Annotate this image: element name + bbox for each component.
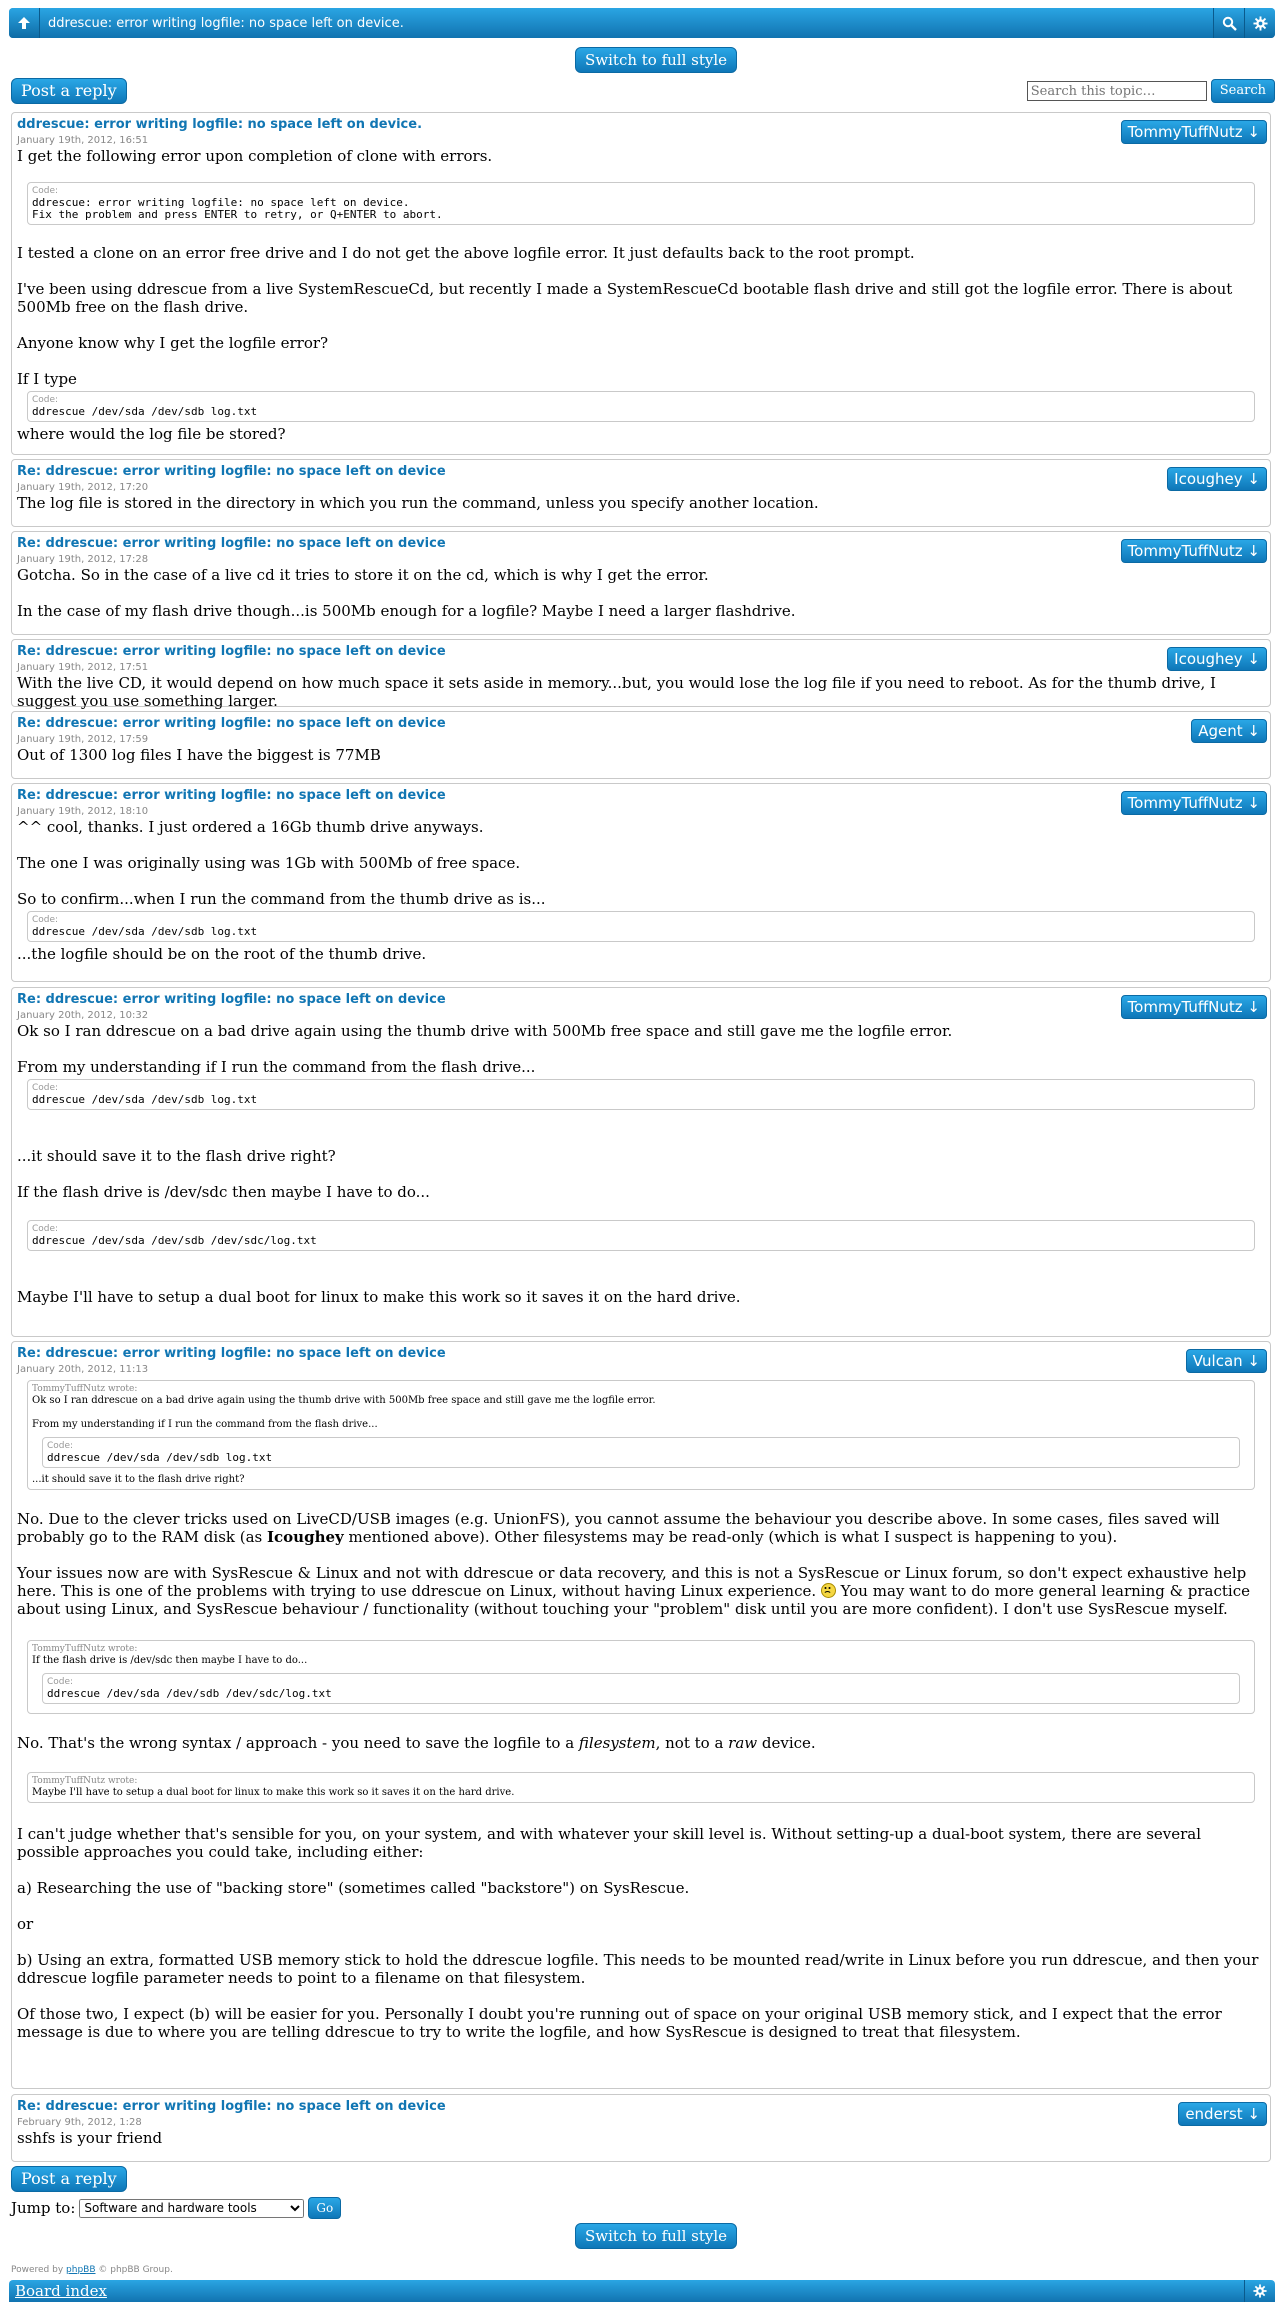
bottom-bar	[9, 2280, 1275, 2302]
gear-icon[interactable]	[1244, 8, 1275, 38]
switch-full-style-button[interactable]: Switch to full style	[575, 47, 737, 73]
topic-title: ddrescue: error writing logfile: no space left on device.	[48, 15, 404, 31]
post-text: Maybe I'll have to setup a dual boot for linux to make this work so it saves it on the hard drive.	[17, 1288, 741, 1306]
post	[11, 459, 1271, 527]
author-button[interactable]: Vulcan ↓	[1186, 1349, 1267, 1373]
post-text: I get the following error upon completion of clone with errors.	[17, 147, 493, 165]
post-date: January 20th, 2012, 11:13	[17, 1364, 149, 1375]
phpbb-link[interactable]: phpBB	[66, 2265, 96, 2275]
post-text: Of those two, I expect (b) will be easier for you. Personally I doubt you're running out of space on your original USB memory stick, and I expect that the error message is due to where you are telling ddrescue to try to write the logfile, and how SysRescue is designed to treat that filesystem.	[17, 2005, 1222, 2041]
post-text: ...the logfile should be on the root of the thumb drive.	[17, 945, 427, 963]
post-date: February 9th, 2012, 1:28	[17, 2117, 142, 2128]
post-text: or	[17, 1915, 34, 1933]
author-button[interactable]: enderst ↓	[1178, 2102, 1267, 2126]
post-date: January 19th, 2012, 17:51	[17, 662, 149, 673]
author-button[interactable]: TommyTuffNutz ↓	[1121, 120, 1267, 144]
code-label: Code:	[47, 1441, 74, 1451]
post	[11, 639, 1271, 710]
quote-text: If the flash drive is /dev/sdc then maybe I have to do...	[32, 1655, 308, 1666]
post-text: b) Using an extra, formatted USB memory stick to hold the ddrescue logfile. This needs to be mounted read/write in Linux before you run ddrescue, and then your ddrescue logfile parameter needs to point to a filename on that filesystem.	[17, 1951, 1259, 1987]
quote-text: From my understanding if I run the command from the flash drive...	[32, 1419, 378, 1430]
code-label: Code:	[32, 395, 59, 405]
post-text: I can't judge whether that's sensible for you, on your system, and with whatever your skill level is. Without setting-up a dual-boot system, there are several possible approaches you could take, including either:	[17, 1825, 1202, 1861]
author-button[interactable]: Agent ↓	[1191, 719, 1267, 743]
quote-text: ...it should save it to the flash drive right?	[32, 1474, 245, 1485]
post-text: Ok so I ran ddrescue on a bad drive again using the thumb drive with 500Mb free space and still gave me the logfile error.	[17, 1022, 953, 1040]
post-title[interactable]: Re: ddrescue: error writing logfile: no space left on device	[17, 464, 446, 479]
post	[11, 783, 1271, 982]
code-block	[27, 391, 1255, 422]
search-icon[interactable]	[1213, 8, 1244, 38]
code-label: Code:	[47, 1677, 74, 1687]
code-label: Code:	[32, 1224, 59, 1234]
post-text: Anyone know why I get the logfile error?	[17, 334, 329, 352]
quote-block	[27, 1640, 1255, 1714]
code-text: ddrescue /dev/sda /dev/sdb log.txt	[47, 1451, 273, 1464]
forum-select[interactable]	[79, 2199, 304, 2218]
post-text: I tested a clone on an error free drive and I do not get the above logfile error. It just defaults back to the root prompt.	[17, 244, 915, 262]
quote-block	[27, 1772, 1255, 1803]
post-text: With the live CD, it would depend on how much space it sets aside in memory...but, you would lose the log file if you need to reboot. As for the thumb drive, I suggest you use something larger.	[17, 674, 1216, 710]
author-button[interactable]: Icoughey ↓	[1167, 647, 1267, 671]
post-date: January 19th, 2012, 18:10	[17, 806, 149, 817]
arrow-up-icon[interactable]	[9, 8, 40, 38]
search-input[interactable]	[1027, 81, 1207, 101]
post-text: In the case of my flash drive though...is 500Mb enough for a logfile? Maybe I need a larger flashdrive.	[17, 602, 796, 620]
post-reply-button[interactable]: Post a reply	[11, 2166, 127, 2192]
post-text: Gotcha. So in the case of a live cd it tries to store it on the cd, which is why I get the error.	[17, 566, 709, 584]
post-text: No. That's the wrong syntax / approach - you need to save the logfile to a filesystem, not to a raw device.	[17, 1734, 816, 1752]
code-text: ddrescue /dev/sda /dev/sdb log.txt	[32, 405, 258, 418]
post-text: So to confirm...when I run the command from the thumb drive as is...	[17, 890, 546, 908]
powered-by: Powered by phpBB © phpBB Group.	[11, 2265, 173, 2275]
code-text: ddrescue /dev/sda /dev/sdb /dev/sdc/log.txt	[47, 1687, 332, 1700]
post-title[interactable]: Re: ddrescue: error writing logfile: no space left on device	[17, 644, 446, 659]
code-label: Code:	[32, 186, 59, 196]
post-text: If I type	[17, 370, 77, 388]
top-bar	[9, 8, 1275, 38]
worried-smiley-icon	[821, 1583, 836, 1598]
author-button[interactable]: TommyTuffNutz ↓	[1121, 791, 1267, 815]
post	[11, 711, 1271, 779]
post-text: The log file is stored in the directory in which you run the command, unless you specify another location.	[17, 494, 819, 512]
post-text: Your issues now are with SysRescue & Linux and not with ddrescue or data recovery, and this is not a SysRescue or Linux forum, so don't expect exhaustive help here. This is one of the problems with trying to use ddrescue on Linux, without having Linux experience. You may want to do more general learning & practice about using Linux, and SysRescue behaviour / functionality (without touching your "problem" disk until you are more confident). I don't use SysRescue myself.	[17, 1564, 1250, 1618]
post-text: a) Researching the use of "backing store" (sometimes called "backstore") on SysRescue.	[17, 1879, 690, 1897]
quote-text: Ok so I ran ddrescue on a bad drive again using the thumb drive with 500Mb free space and still gave me the logfile error.	[32, 1395, 656, 1406]
quote-author: TommyTuffNutz wrote:	[32, 1644, 138, 1654]
quote-text: Maybe I'll have to setup a dual boot for linux to make this work so it saves it on the hard drive.	[32, 1787, 515, 1798]
post-text: No. Due to the clever tricks used on LiveCD/USB images (e.g. UnionFS), you cannot assume the behaviour you describe above. In some cases, files saved will probably go to the RAM disk (as Icoughey mentioned above). Other filesystems may be read-only (which is what I suspect is happening to you).	[17, 1510, 1220, 1546]
author-button[interactable]: TommyTuffNutz ↓	[1121, 539, 1267, 563]
post	[11, 2094, 1271, 2162]
post	[11, 531, 1271, 635]
post-title[interactable]: Re: ddrescue: error writing logfile: no space left on device	[17, 536, 446, 551]
code-label: Code:	[32, 915, 59, 925]
post-title[interactable]: Re: ddrescue: error writing logfile: no space left on device	[17, 2099, 446, 2114]
code-block	[42, 1437, 1240, 1468]
post-date: January 19th, 2012, 16:51	[17, 135, 149, 146]
jump-label: Jump to:	[11, 2199, 76, 2217]
code-block	[27, 1220, 1255, 1251]
post	[11, 987, 1271, 1337]
post-title[interactable]: ddrescue: error writing logfile: no space left on device.	[17, 117, 423, 132]
code-text: ddrescue: error writing logfile: no space left on device. Fix the problem and press ENTER to retry, or Q+ENTER to abort.	[32, 196, 443, 221]
code-text: ddrescue /dev/sda /dev/sdb log.txt	[32, 1093, 258, 1106]
username-mention: Icoughey	[267, 1528, 344, 1546]
quote-author: TommyTuffNutz wrote:	[32, 1384, 138, 1394]
go-button[interactable]: Go	[308, 2197, 341, 2219]
code-text: ddrescue /dev/sda /dev/sdb /dev/sdc/log.txt	[32, 1234, 317, 1247]
gear-icon[interactable]	[1244, 2280, 1275, 2302]
quote-author: TommyTuffNutz wrote:	[32, 1776, 138, 1786]
post-date: January 19th, 2012, 17:20	[17, 482, 149, 493]
post-reply-button[interactable]: Post a reply	[11, 78, 127, 104]
post-text: The one I was originally using was 1Gb with 500Mb of free space.	[17, 854, 521, 872]
code-block	[42, 1673, 1240, 1704]
post-text: ^^ cool, thanks. I just ordered a 16Gb thumb drive anyways.	[17, 818, 484, 836]
post-date: January 20th, 2012, 10:32	[17, 1010, 149, 1021]
post-title[interactable]: Re: ddrescue: error writing logfile: no space left on device	[17, 788, 446, 803]
code-label: Code:	[32, 1083, 59, 1093]
topic-search	[1027, 79, 1275, 103]
author-button[interactable]: Icoughey ↓	[1167, 467, 1267, 491]
code-text: ddrescue /dev/sda /dev/sdb log.txt	[32, 925, 258, 938]
post	[11, 112, 1271, 455]
post-text: sshfs is your friend	[17, 2129, 163, 2147]
post-text: If the flash drive is /dev/sdc then maybe I have to do...	[17, 1183, 430, 1201]
post-date: January 19th, 2012, 17:28	[17, 554, 149, 565]
jump-to	[11, 2197, 341, 2219]
post	[11, 1341, 1271, 2089]
post-text: From my understanding if I run the command from the flash drive...	[17, 1058, 536, 1076]
search-button[interactable]: Search	[1211, 79, 1275, 103]
board-index-link[interactable]: Board index	[15, 2282, 107, 2300]
post-title[interactable]: Re: ddrescue: error writing logfile: no space left on device	[17, 1346, 446, 1361]
code-block	[27, 1079, 1255, 1110]
post-text: ...it should save it to the flash drive right?	[17, 1147, 336, 1165]
code-block	[27, 911, 1255, 942]
post-title[interactable]: Re: ddrescue: error writing logfile: no space left on device	[17, 716, 446, 731]
switch-full-style-button[interactable]: Switch to full style	[575, 2223, 737, 2249]
post-text: I've been using ddrescue from a live SystemRescueCd, but recently I made a SystemRescueCd bootable flash drive and still got the logfile error. There is about 500Mb free on the flash drive.	[17, 280, 1233, 316]
post-title[interactable]: Re: ddrescue: error writing logfile: no space left on device	[17, 992, 446, 1007]
quote-block	[27, 1380, 1255, 1490]
author-button[interactable]: TommyTuffNutz ↓	[1121, 995, 1267, 1019]
post-text: Out of 1300 log files I have the biggest is 77MB	[17, 746, 381, 764]
post-text: where would the log file be stored?	[17, 425, 286, 443]
code-block	[27, 182, 1255, 225]
post-date: January 19th, 2012, 17:59	[17, 734, 149, 745]
